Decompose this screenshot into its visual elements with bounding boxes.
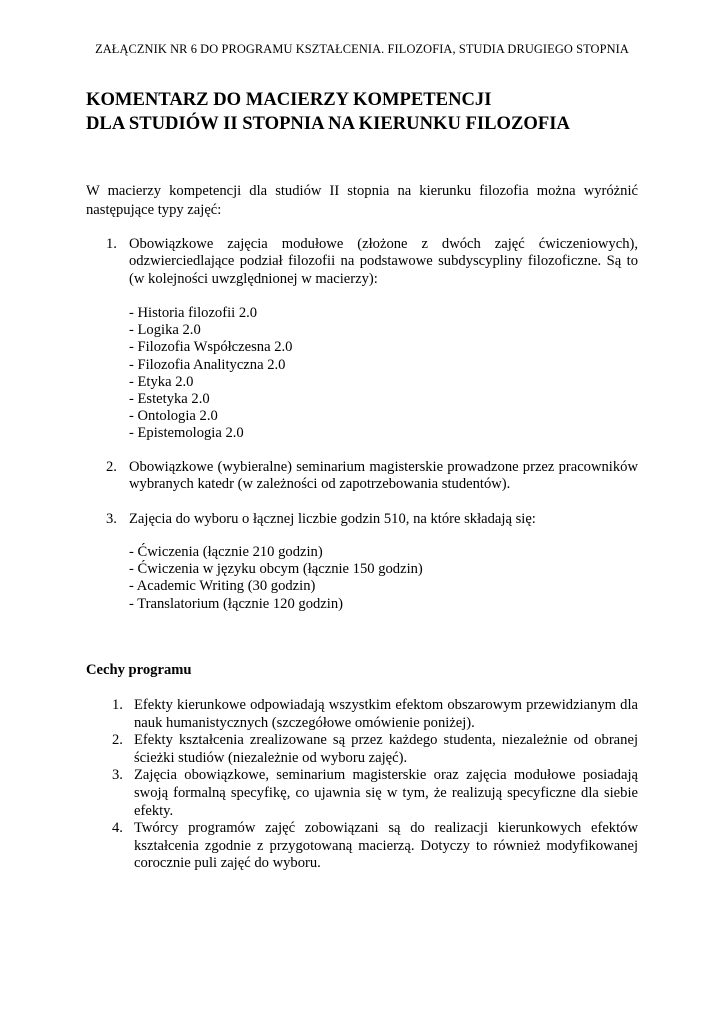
title-line-1: KOMENTARZ DO MACIERZY KOMPETENCJI: [86, 89, 492, 110]
feature-item: [86, 697, 638, 732]
type-number: 2.: [106, 459, 117, 475]
feature-number: 3.: [112, 767, 123, 784]
type-text: Zajęcia do wyboru o łącznej liczbie godzin 510, na które składają się:: [129, 511, 536, 527]
document-title: [86, 88, 646, 136]
page-header: ZAŁĄCZNIK NR 6 DO PROGRAMU KSZTAŁCENIA. FILOZOFIA, STUDIA DRUGIEGO STOPNIA: [95, 42, 629, 56]
feature-item: [86, 732, 638, 767]
list-item: - Academic Writing (30 godzin): [129, 578, 316, 595]
features-list: [86, 697, 638, 873]
feature-number: 4.: [112, 820, 123, 837]
feature-text: Efekty kierunkowe odpowiadają wszystkim efektom obszarowym przewidzianym dla nauk humanistycznych (szczegółowe omówienie poniżej).: [134, 697, 638, 731]
list-item: - Ćwiczenia w języku obcym (łącznie 150 godzin): [129, 561, 423, 578]
list-item: - Ćwiczenia (łącznie 210 godzin): [129, 544, 323, 560]
type-item-1: [86, 236, 638, 288]
list-item: - Logika 2.0: [129, 322, 201, 339]
feature-text: Zajęcia obowiązkowe, seminarium magisterskie oraz zajęcia modułowe posiadają swoją formalną specyfikę, co ujawnia się w tym, że realizują specyficzne dla siebie efekty.: [134, 767, 638, 819]
type-text: Obowiązkowe (wybieralne) seminarium magisterskie prowadzone przez pracowników wybranych katedr (w zależności od zapotrzebowania studentów).: [129, 459, 638, 493]
type-text: Obowiązkowe zajęcia modułowe (złożone z dwóch zajęć ćwiczeniowych), odzwierciedlające podział filozofii na podstawowe subdyscypliny filozoficzne. Są to (w kolejności uwzględnionej w macierzy):: [129, 236, 638, 287]
feature-text: Twórcy programów zajęć zobowiązani są do realizacji kierunkowych efektów kształcenia zgodnie z przygotowaną macierzą. Dotyczy to również modyfikowanej corocznie puli zajęć do wyboru.: [134, 820, 638, 872]
feature-item: [86, 820, 638, 873]
feature-number: 1.: [112, 697, 123, 713]
list-item: - Estetyka 2.0: [129, 391, 210, 408]
feature-text: Efekty kształcenia zrealizowane są przez każdego studenta, niezależnie od obranej ścieżki studiów (niezależnie od wyboru zajęć).: [134, 732, 638, 766]
type-number: 3.: [106, 511, 117, 527]
section-title: Cechy programu: [86, 662, 192, 678]
list-item: - Ontologia 2.0: [129, 408, 218, 425]
list-item: - Etyka 2.0: [129, 373, 194, 390]
feature-item: [86, 767, 638, 820]
feature-number: 2.: [112, 732, 123, 749]
list-item: - Filozofia Analityczna 2.0: [129, 356, 286, 373]
type-number: 1.: [106, 236, 117, 252]
list-item: - Epistemologia 2.0: [129, 425, 244, 442]
elective-list: [129, 544, 423, 613]
type-item-2: [86, 459, 638, 494]
list-item: - Translatorium (łącznie 120 godzin): [129, 595, 343, 612]
module-list: [129, 305, 292, 443]
title-line-2: DLA STUDIÓW II STOPNIA NA KIERUNKU FILOZOFIA: [86, 113, 570, 134]
list-item: - Historia filozofii 2.0: [129, 305, 258, 321]
list-item: - Filozofia Współczesna 2.0: [129, 339, 293, 356]
type-item-3: [86, 511, 638, 528]
intro-paragraph: W macierzy kompetencji dla studiów II stopnia na kierunku filozofia można wyróżnić następujące typy zajęć:: [86, 183, 638, 218]
